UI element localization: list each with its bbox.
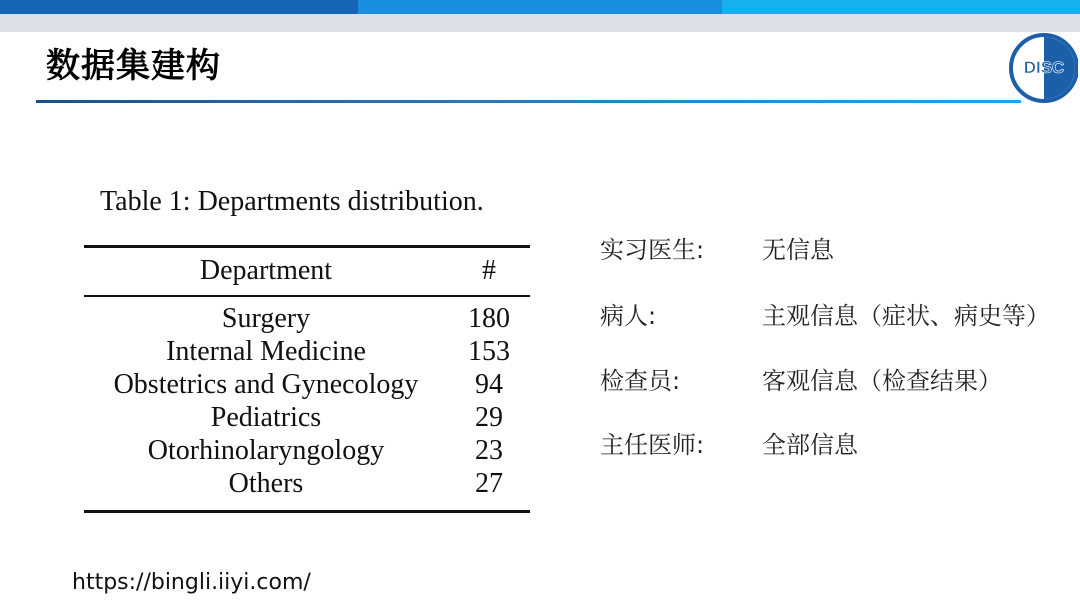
role-value: 客观信息（检查结果） (762, 367, 1002, 395)
table-cell-department: Otorhinolaryngology (147, 435, 385, 466)
source-url: https://bingli.iiyi.com/ (72, 570, 311, 595)
table-cell-count: 180 (468, 303, 510, 334)
header-gray-band (0, 14, 1080, 32)
column-header-count: # (482, 255, 496, 286)
column-header-department: Department (199, 255, 333, 286)
table-cell-department: Pediatrics (210, 402, 322, 433)
role-value: 无信息 (762, 236, 834, 264)
table-top-rule (84, 245, 530, 248)
role-label: 实习医生: (600, 236, 705, 264)
table-caption: Table 1: Departments distribution. (100, 186, 484, 217)
role-label: 检查员: (600, 367, 681, 395)
disc-logo (1008, 32, 1078, 104)
table-header-rule (84, 295, 530, 297)
top-color-bar (0, 0, 1080, 14)
table-bottom-rule (84, 510, 530, 513)
title-underline (36, 100, 1021, 103)
role-value: 主观信息（症状、病史等） (762, 302, 1050, 330)
table-cell-count: 29 (475, 402, 503, 433)
table-cell-count: 94 (475, 369, 503, 400)
role-label: 病人: (600, 302, 657, 330)
table-cell-department: Obstetrics and Gynecology (113, 369, 419, 400)
logo-text: DISC (1023, 58, 1065, 77)
table-cell-count: 27 (475, 468, 503, 499)
table-cell-department: Internal Medicine (166, 336, 366, 367)
table-cell-count: 153 (468, 336, 510, 367)
top-bar-segment-mid (358, 0, 722, 14)
role-value: 全部信息 (762, 431, 858, 459)
top-bar-segment-dark (0, 0, 358, 14)
slide-title: 数据集建构 (46, 46, 221, 86)
table-cell-department: Surgery (221, 303, 311, 334)
role-label: 主任医师: (600, 431, 705, 459)
top-bar-segment-light (722, 0, 1080, 14)
table-cell-count: 23 (475, 435, 503, 466)
table-cell-department: Others (228, 468, 304, 499)
